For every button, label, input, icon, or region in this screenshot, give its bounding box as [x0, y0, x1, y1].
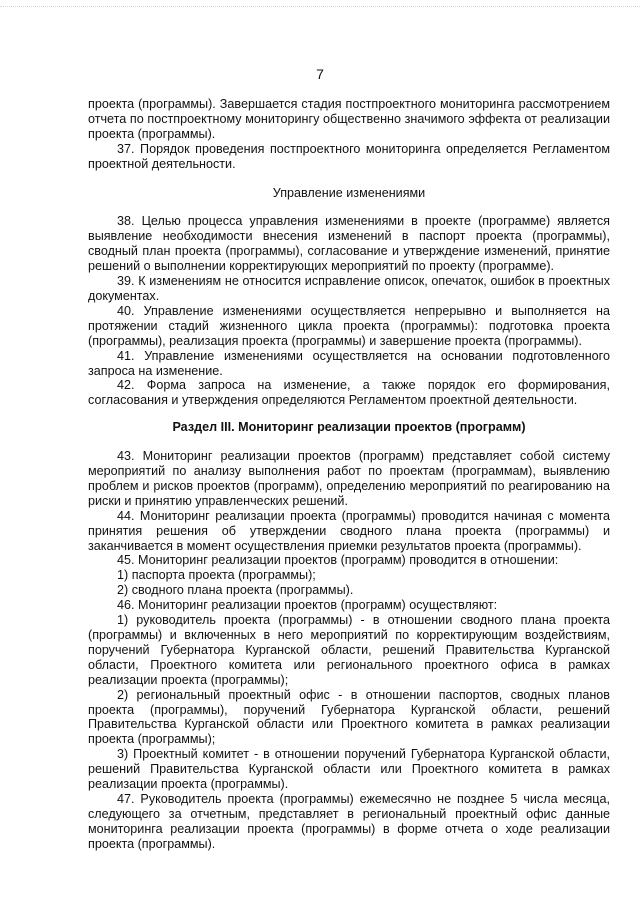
section-heading: Раздел III. Мониторинг реализации проектов (программ) — [172, 420, 526, 435]
paragraph-41: 41. Управление изменениями осуществляется на основании подготовленного запроса на изменение. — [88, 348, 610, 378]
scan-artifact — [0, 6, 640, 9]
paragraph-45: 45. Мониторинг реализации проектов (программ) проводится в отношении: — [117, 553, 559, 568]
paragraph-46: 46. Мониторинг реализации проектов (программ) осуществляют: — [117, 598, 498, 613]
list-item-45-1: 1) паспорта проекта (программы); — [117, 568, 316, 583]
list-item-46-3: 3) Проектный комитет - в отношении поручений Губернатора Курганской области, решений Правительства Курганской области или Проектного комитета в рамках реализации проекта (программы). — [88, 747, 610, 792]
paragraph-39: 39. К изменениям не относится исправление описок, опечаток, ошибок в проектных документах. — [88, 274, 610, 303]
paragraph-continuation: проекта (программы). Завершается стадия постпроектного мониторинга рассмотрением отчета по постпроектному мониторингу общественно значимого эффекта от реализации проекта (программы). — [88, 97, 610, 141]
paragraph-43: 43. Мониторинг реализации проектов (программ) представляет собой систему мероприятий по анализу выполнения работ по проектам (программам), выявлению проблем и рисков проектов (программ), определению мероприятий по реагированию на риски и принятию управленческих решений. — [88, 449, 610, 508]
paragraph-37: 37. Порядок проведения постпроектного мониторинга определяется Регламентом проектной деятельности. — [88, 141, 610, 171]
list-item-46-2: 2) региональный проектный офис - в отношении паспортов, сводных планов проекта (программы), поручений Губернатора Курганской области, решений Правительства Курганской области или Проектного комитета в рамках реализации проекта (программы); — [88, 687, 610, 747]
subheading-change-management: Управление изменениями — [272, 185, 426, 200]
page-number: 7 — [316, 66, 324, 82]
paragraph-42: 42. Форма запроса на изменение, а также порядок его формирования, согласования и утверждения определяются Регламентом проектной деятельности. — [88, 378, 610, 408]
paragraph-40: 40. Управление изменениями осуществляется непрерывно и выполняется на протяжении стадий жизненного цикла проекта (программы): подготовка проекта (программы), реализация проекта (программы) и завершение проекта (программы). — [88, 303, 610, 348]
list-item-46-1: 1) руководитель проекта (программы) - в отношении сводного плана проекта (программы) и включенных в него мероприятий по корректирующим воздействиям, поручений Губернатора Курганской области, решений Правительства Курганской области, Проектного комитета или регионального проектного офиса в рамках реализации проекта (программы); — [88, 613, 610, 687]
document-body — [88, 97, 610, 852]
paragraph-44: 44. Мониторинг реализации проекта (программы) проводится начиная с момента принятия решения об утверждении сводного плана проекта (программы) и заканчивается в момент осуществления приемки результатов проекта (программы). — [88, 508, 610, 553]
paragraph-47: 47. Руководитель проекта (программы) ежемесячно не позднее 5 числа месяца, следующего за отчетным, представляет в региональный проектный офис данные мониторинга реализации проекта (программы) в форме отчета о ходе реализации проекта (программы). — [88, 791, 610, 851]
list-item-45-2: 2) сводного плана проекта (программы). — [117, 583, 354, 598]
paragraph-38: 38. Целью процесса управления изменениями в проекте (программе) является выявление необходимости внесения изменений в паспорт проекта (программы), сводный план проекта (программы), согласование и утверждение изменений, принятие решений о выполнении корректирующих мероприятий по проекту (программе). — [88, 214, 610, 274]
